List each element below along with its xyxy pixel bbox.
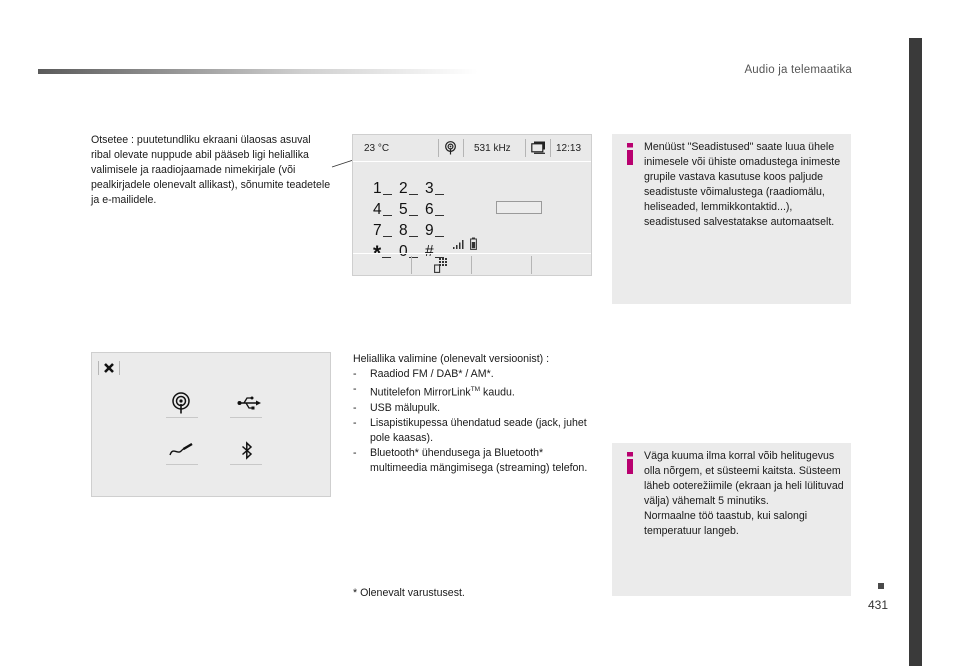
separator: [98, 361, 99, 375]
source-underline: [230, 464, 262, 465]
source-underline: [230, 417, 262, 418]
bottom-separator: [531, 256, 532, 274]
phone-keypad: [373, 177, 451, 265]
phone-screen-illustration: [352, 134, 592, 276]
keypad-key[interactable]: #: [425, 243, 451, 261]
list-item: - Bluetooth* ühendusega ja Bluetooth* multimeedia mängimisega (streaming) telefon.: [353, 446, 603, 476]
phone-status-bar: [353, 135, 591, 162]
keypad-key[interactable]: 9: [425, 222, 451, 240]
source-underline: [166, 464, 198, 465]
clock-readout: 12:13: [556, 143, 582, 154]
status-separator: [550, 139, 551, 157]
side-stripe: [909, 38, 922, 666]
keypad-key[interactable]: 3: [425, 180, 451, 198]
status-separator: [438, 139, 439, 157]
keypad-key[interactable]: 5: [399, 201, 425, 219]
bottom-separator: [471, 256, 472, 274]
info-icon: [623, 452, 637, 474]
info-icon: [623, 143, 637, 165]
radio-icon[interactable]: [444, 141, 457, 155]
keypad-key[interactable]: 6: [425, 201, 451, 219]
info-box-settings: [612, 134, 851, 304]
source-underline: [166, 417, 198, 418]
info-text: Väga kuuma ilma korral võib helitugevus olla nõrgem, et süsteemi kaitsta. Süsteem läheb ooterežiimile (ekraan ja heli lülituvad välja) vähemalt 5 minutiks. Normaalne töö taastub, kui salongi temperatuur langeb.: [644, 450, 844, 537]
keypad-key[interactable]: *: [373, 246, 399, 261]
source-list: [353, 367, 603, 476]
footnote: * Olenevalt varustusest.: [353, 587, 465, 599]
radio-icon[interactable]: [171, 392, 191, 414]
close-icon[interactable]: [103, 362, 115, 374]
status-separator: [463, 139, 464, 157]
section-title: Audio ja telemaatika: [744, 64, 852, 76]
aux-cable-icon[interactable]: [169, 443, 193, 457]
phone-bottom-bar: [353, 253, 591, 276]
info-text: Menüüst "Seadistused" saate luua ühele inimesele või ühiste omadustega inimeste grupile vastava kasutuse koos paljude seadistuste võimalustega (raadiomälu, heliseaded, lemmikkontaktid...), seadistused salvestatakse automaatselt.: [644, 141, 841, 228]
list-item: - USB mälupulk.: [353, 401, 603, 416]
source-screen-illustration: [91, 352, 331, 497]
temperature-readout: 23 °C: [364, 143, 390, 154]
usb-icon[interactable]: [237, 396, 261, 410]
keypad-key[interactable]: 0: [399, 243, 425, 261]
keypad-key[interactable]: 4: [373, 201, 399, 219]
battery-icon: [470, 237, 477, 250]
list-item: - Nutitelefon MirrorLink™ kaudu.: [353, 382, 603, 401]
intro-text: Otsetee : puutetundliku ekraani ülaosas asuval ribal olevate nuppude abil pääseb ligi heliallika valimisele ja raadiojaamade nimekirjale (või pealkirjadele olenevalt allikast), sõnumite teadetele ja e-mailidele.: [91, 134, 331, 206]
keypad-row: [373, 177, 451, 198]
separator: [119, 361, 120, 375]
keypad-key[interactable]: 7: [373, 222, 399, 240]
list-item: - Raadiod FM / DAB* / AM*.: [353, 367, 603, 382]
header-rule: [38, 69, 478, 74]
keypad-row: [373, 219, 451, 240]
keypad-key[interactable]: 8: [399, 222, 425, 240]
bottom-separator: [411, 256, 412, 274]
frequency-readout: 531 kHz: [474, 143, 511, 154]
signal-icon: [453, 239, 464, 249]
dial-display-field: [496, 201, 542, 214]
message-icon[interactable]: [531, 141, 546, 154]
keypad-key[interactable]: 1: [373, 180, 399, 198]
list-item: - Lisapistikupessa ühendatud seade (jack, juhet pole kaasas).: [353, 416, 603, 446]
keypad-icon[interactable]: [434, 258, 448, 273]
info-box-heat: [612, 443, 851, 596]
keypad-row: [373, 198, 451, 219]
page-marker: [878, 583, 884, 589]
page-number: 431: [868, 598, 889, 612]
source-selection-title: Heliallika valimine (olenevalt versioonist) :: [353, 353, 550, 365]
status-separator: [525, 139, 526, 157]
keypad-key[interactable]: 2: [399, 180, 425, 198]
bluetooth-icon[interactable]: [241, 441, 253, 460]
